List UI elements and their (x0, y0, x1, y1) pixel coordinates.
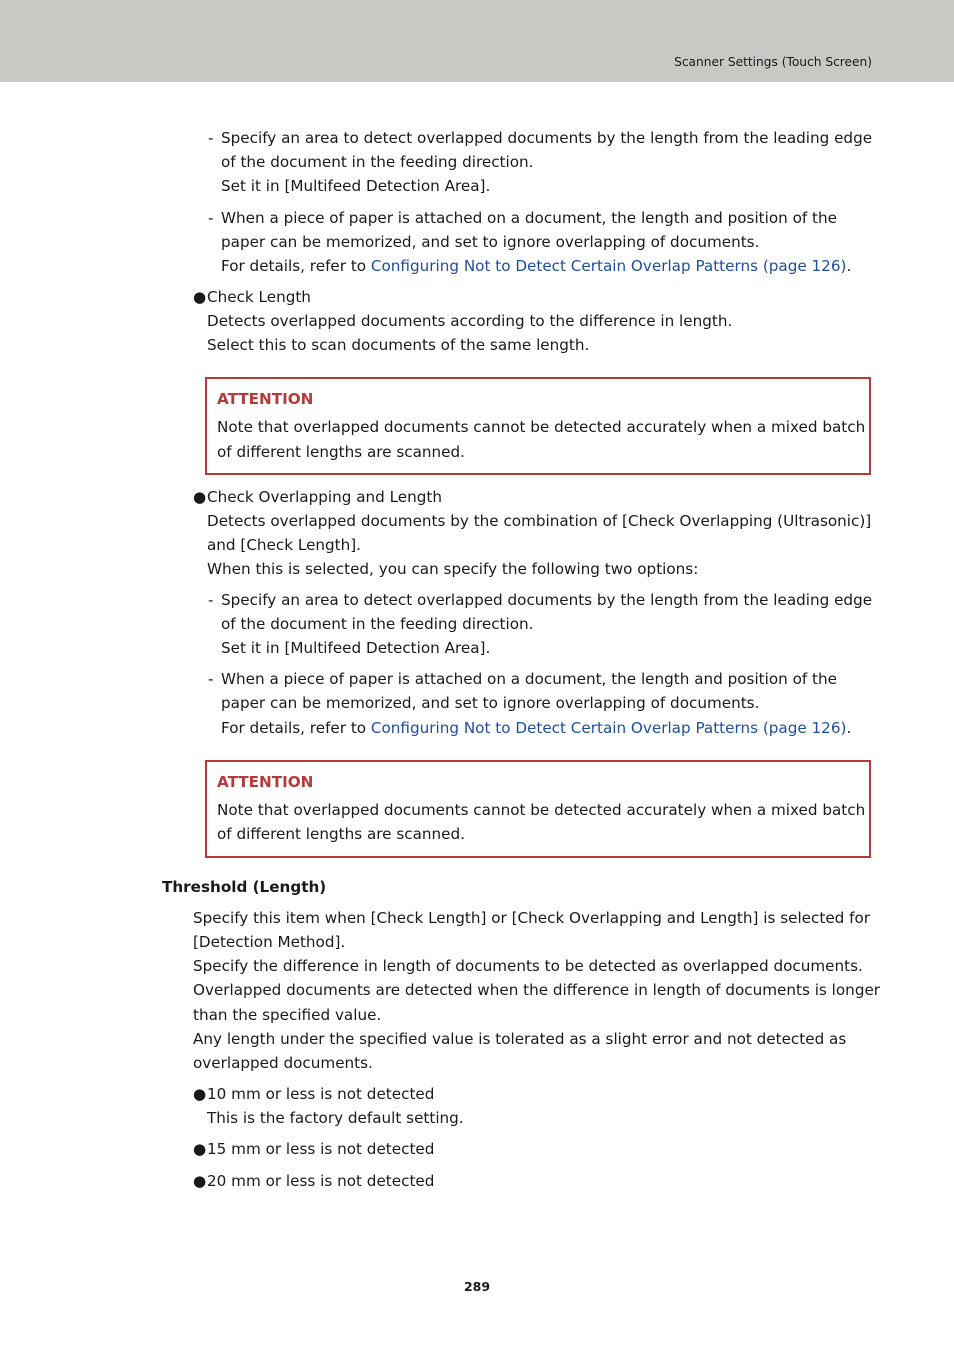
dash-marker: - (208, 209, 214, 227)
overlap-patterns-link[interactable]: Configuring Not to Detect Certain Overlap Patterns (page 126) (370, 257, 847, 275)
reference-prefix: For details, refer to (221, 257, 371, 275)
page-number: 289 (463, 1279, 491, 1294)
bullet-icon: ● (193, 288, 207, 306)
threshold-option-note: This is the factory default setting. (207, 1109, 464, 1127)
text-line: of the document in the feeding direction. (221, 153, 534, 171)
text-line: and [Check Length]. (207, 536, 362, 554)
section-heading-threshold: Threshold (Length) (162, 878, 327, 896)
bullet-icon: ● (193, 1140, 207, 1158)
attention-text: of different lengths are scanned. (217, 825, 465, 843)
attention-title: ATTENTION (217, 773, 314, 791)
option-title-check-overlapping-length: Check Overlapping and Length (207, 488, 442, 506)
text-line: of the document in the feeding direction. (221, 615, 534, 633)
reference-suffix: . (846, 257, 852, 275)
text-line: Set it in [Multifeed Detection Area]. (221, 177, 491, 195)
bullet-icon: ● (193, 488, 207, 506)
option-title-check-length: Check Length (207, 288, 311, 306)
reference-line (221, 256, 851, 276)
text-line: When a piece of paper is attached on a document, the length and position of the (221, 670, 837, 688)
text-line: Detects overlapped documents by the combination of [Check Overlapping (Ultrasonic)] (207, 512, 872, 530)
header-title: Scanner Settings (Touch Screen) (674, 55, 872, 69)
bullet-icon: ● (193, 1172, 207, 1190)
attention-title: ATTENTION (217, 390, 314, 408)
text-line: [Detection Method]. (193, 933, 346, 951)
attention-box (205, 377, 871, 475)
text-line: Specify an area to detect overlapped documents by the length from the leading edge (221, 591, 873, 609)
attention-text: Note that overlapped documents cannot be detected accurately when a mixed batch (217, 801, 866, 819)
text-line: Select this to scan documents of the same length. (207, 336, 590, 354)
threshold-option-20mm: 20 mm or less is not detected (207, 1172, 435, 1190)
threshold-option-15mm: 15 mm or less is not detected (207, 1140, 435, 1158)
page-header (0, 0, 954, 82)
overlap-patterns-link[interactable]: Configuring Not to Detect Certain Overlap Patterns (page 126) (370, 719, 847, 737)
text-line: paper can be memorized, and set to ignore overlapping of documents. (221, 233, 760, 251)
text-line: When this is selected, you can specify the following two options: (207, 560, 699, 578)
threshold-option-10mm: 10 mm or less is not detected (207, 1085, 435, 1103)
text-line: Specify this item when [Check Length] or [Check Overlapping and Length] is selected for (193, 909, 871, 927)
text-line: Any length under the specified value is tolerated as a slight error and not detected as (193, 1030, 847, 1048)
text-line: Overlapped documents are detected when the difference in length of documents is longer (193, 981, 881, 999)
dash-marker: - (208, 670, 214, 688)
attention-text: of different lengths are scanned. (217, 443, 465, 461)
text-line: Detects overlapped documents according to the difference in length. (207, 312, 733, 330)
reference-prefix: For details, refer to (221, 719, 371, 737)
text-line: paper can be memorized, and set to ignore overlapping of documents. (221, 694, 760, 712)
text-line: overlapped documents. (193, 1054, 373, 1072)
text-line: When a piece of paper is attached on a document, the length and position of the (221, 209, 837, 227)
attention-text: Note that overlapped documents cannot be detected accurately when a mixed batch (217, 418, 866, 436)
text-line: than the specified value. (193, 1006, 382, 1024)
text-line: Set it in [Multifeed Detection Area]. (221, 639, 491, 657)
dash-marker: - (208, 129, 214, 147)
bullet-icon: ● (193, 1085, 207, 1103)
text-line: Specify the difference in length of documents to be detected as overlapped documents. (193, 957, 863, 975)
text-line: Specify an area to detect overlapped documents by the length from the leading edge (221, 129, 873, 147)
reference-line (221, 718, 851, 738)
dash-marker: - (208, 591, 214, 609)
attention-box (205, 760, 871, 858)
reference-suffix: . (846, 719, 852, 737)
